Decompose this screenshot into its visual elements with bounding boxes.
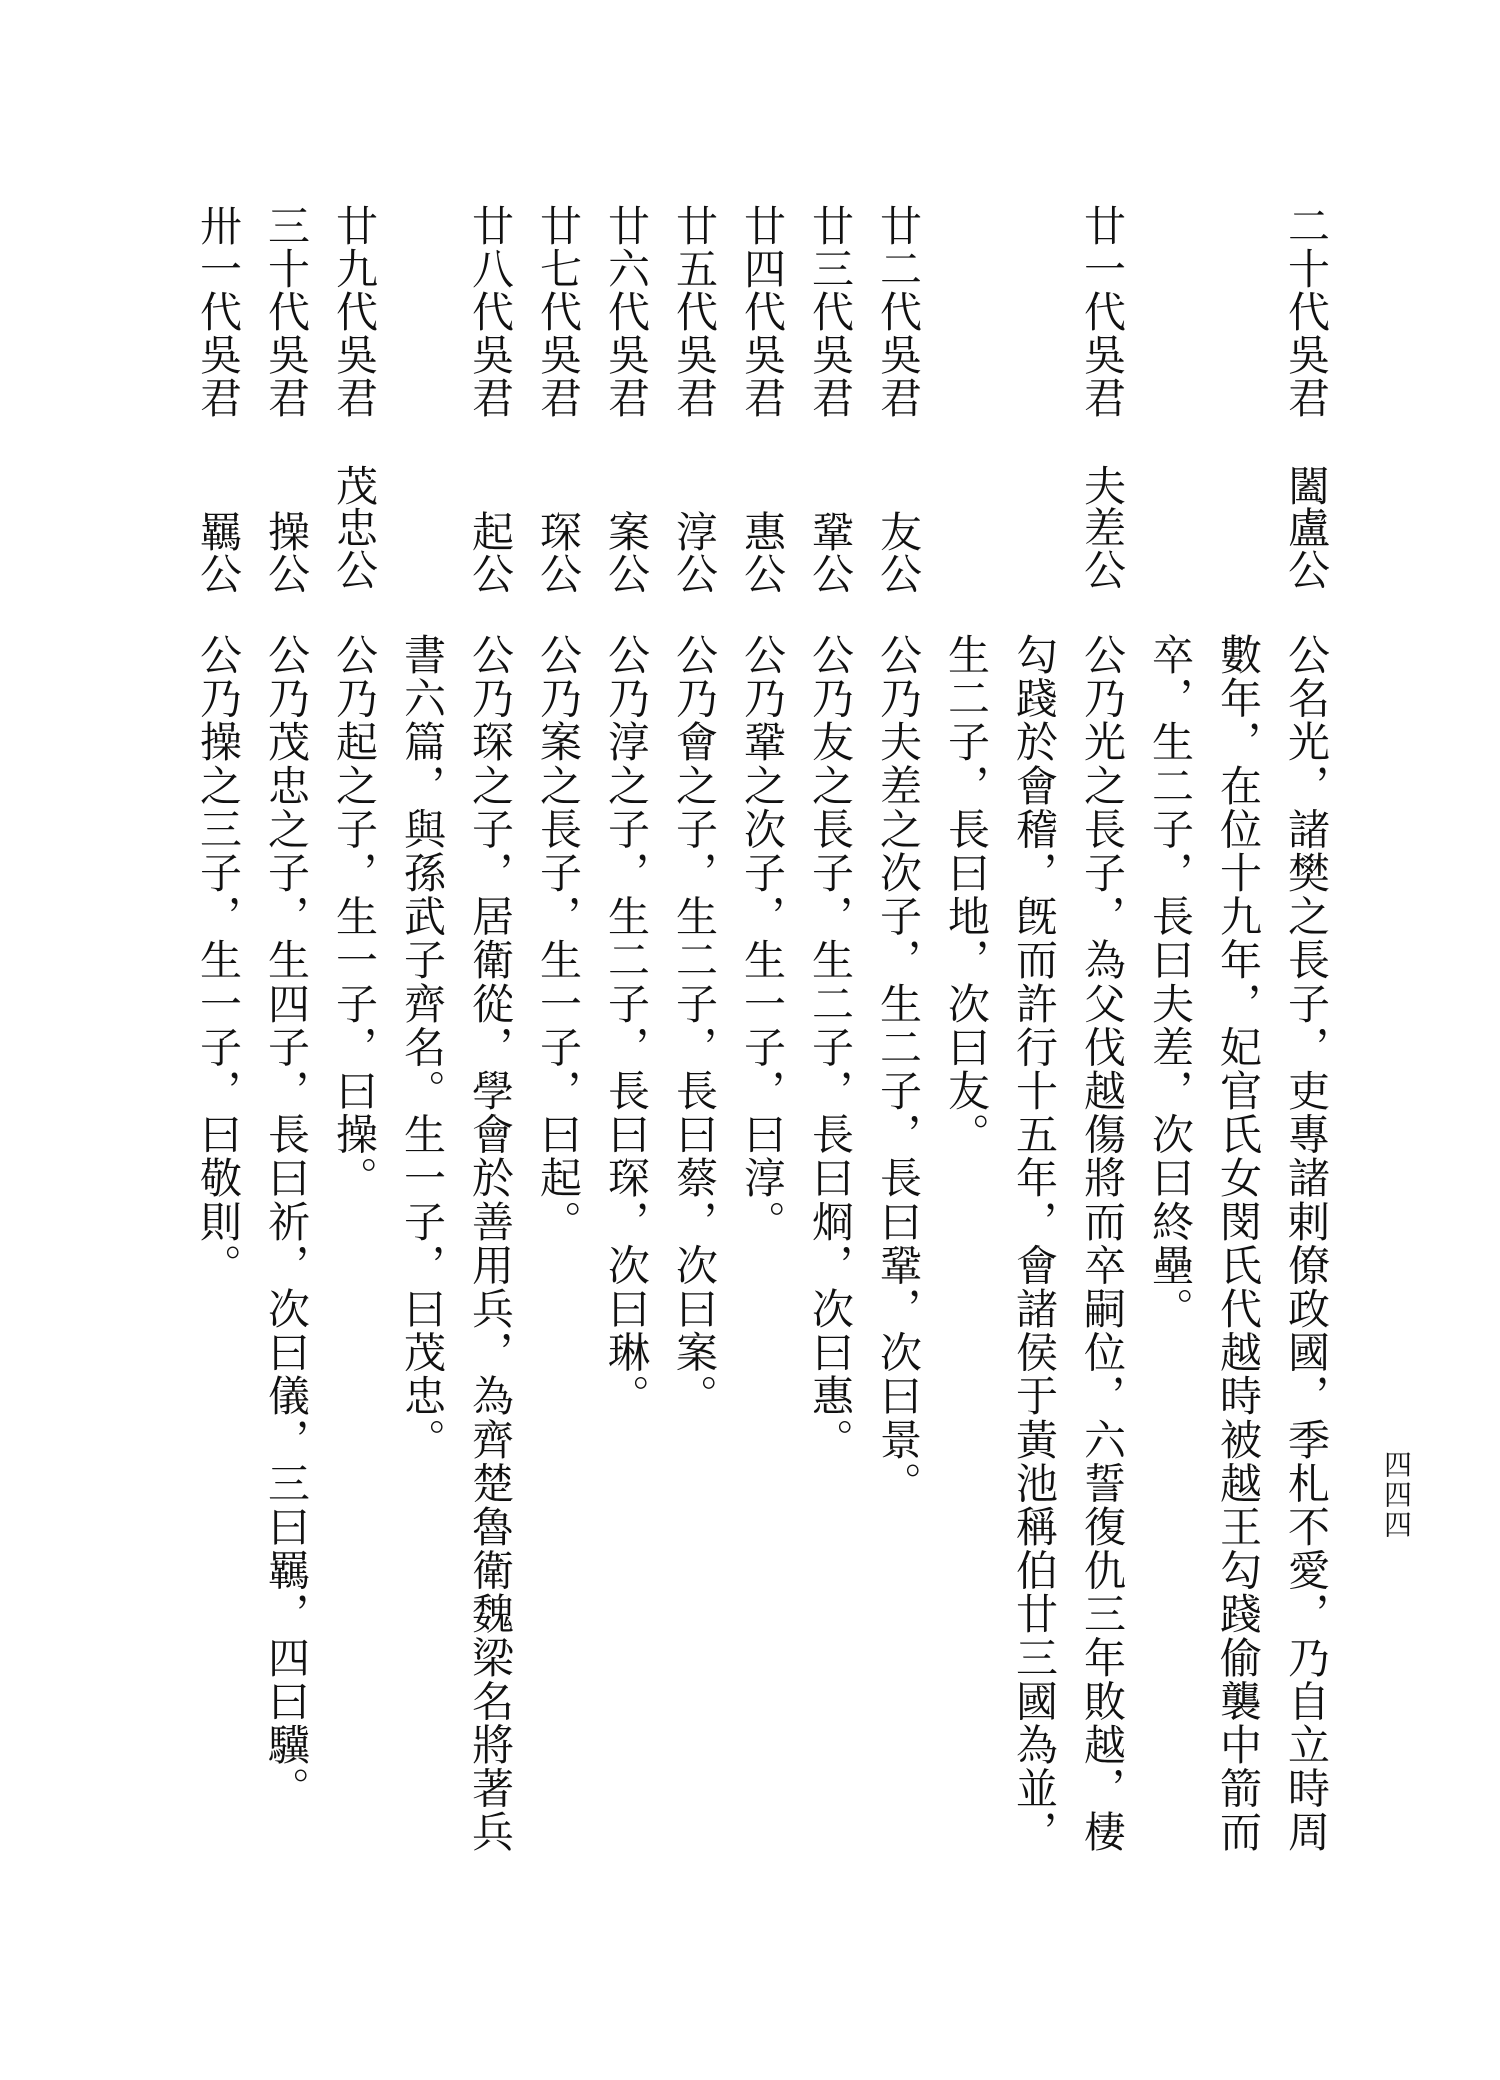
description-line: 數年，在位十九年，妃官氏女閔氏代越時被越王勾踐偷襲中箭而 bbox=[1214, 633, 1263, 1854]
ancestor-name: 起公 bbox=[466, 510, 515, 594]
generation-label: 廿六代吳君 bbox=[602, 204, 651, 419]
generation-label: 卅一代吳君 bbox=[194, 204, 243, 419]
generation-label: 廿一代吳君 bbox=[1078, 204, 1127, 419]
description-line: 公乃琛之子，居衛從，學會於善用兵，為齊楚魯衛魏梁名將著兵 bbox=[466, 633, 515, 1854]
ancestor-name: 案公 bbox=[602, 510, 651, 594]
ancestor-name: 淳公 bbox=[670, 510, 719, 594]
description-line: 公乃會之子，生二子，長曰蔡，次曰案。 bbox=[670, 633, 719, 1418]
description-line: 公乃操之三子，生一子，曰敬則。 bbox=[194, 633, 243, 1287]
ancestor-name: 惠公 bbox=[738, 510, 787, 594]
ancestor-name: 琛公 bbox=[534, 510, 583, 594]
ancestor-name: 闔盧公 bbox=[1282, 464, 1331, 590]
description-line: 公乃淳之子，生二子，長曰琛，次曰琳。 bbox=[602, 633, 651, 1418]
generation-label: 廿九代吳君 bbox=[330, 204, 379, 419]
generation-label: 廿四代吳君 bbox=[738, 204, 787, 419]
description-line: 公乃起之子，生一子，曰操。 bbox=[330, 633, 379, 1200]
description-line: 公乃茂忠之子，生四子，長曰祈，次曰儀，三曰羈，四曰驥。 bbox=[262, 633, 311, 1811]
ancestor-name: 羈公 bbox=[194, 510, 243, 594]
generation-label: 三十代吳君 bbox=[262, 204, 311, 419]
description-line: 公乃案之長子，生一子，曰起。 bbox=[534, 633, 583, 1244]
ancestor-name: 操公 bbox=[262, 510, 311, 594]
description-line: 生二子，長曰地，次曰友。 bbox=[942, 633, 991, 1157]
description-line: 公名光，諸樊之長子，吏專諸剌僚政國，季札不愛，乃自立時周 bbox=[1282, 633, 1331, 1854]
ancestor-name: 鞏公 bbox=[806, 510, 855, 594]
generation-label: 廿五代吳君 bbox=[670, 204, 719, 419]
description-line: 卒，生二子，長曰夫差，次曰終壘。 bbox=[1146, 633, 1195, 1331]
description-line: 公乃友之長子，生二子，長曰烱，次曰惠。 bbox=[806, 633, 855, 1462]
description-line: 公乃光之長子，為父伐越傷將而卒嗣位，六誓復仇三年敗越，棲 bbox=[1078, 633, 1127, 1854]
generation-label: 廿二代吳君 bbox=[874, 204, 923, 419]
page-number: 四四四 bbox=[1380, 1450, 1413, 1540]
description-line: 書六篇，與孫武子齊名。生一子，曰茂忠。 bbox=[398, 633, 447, 1462]
description-line: 公乃鞏之次子，生一子，曰淳。 bbox=[738, 633, 787, 1244]
description-line: 公乃夫差之次子，生二子，長曰鞏，次曰景。 bbox=[874, 633, 923, 1505]
ancestor-name: 茂忠公 bbox=[330, 464, 379, 590]
ancestor-name: 友公 bbox=[874, 510, 923, 594]
generation-label: 廿七代吳君 bbox=[534, 204, 583, 419]
generation-label: 二十代吳君 bbox=[1282, 204, 1331, 419]
description-line: 勾踐於會稽，旣而許行十五年，會諸侯于黃池稱伯廿三國為並， bbox=[1010, 633, 1059, 1854]
ancestor-name: 夫差公 bbox=[1078, 464, 1127, 590]
generation-label: 廿八代吳君 bbox=[466, 204, 515, 419]
generation-label: 廿三代吳君 bbox=[806, 204, 855, 419]
